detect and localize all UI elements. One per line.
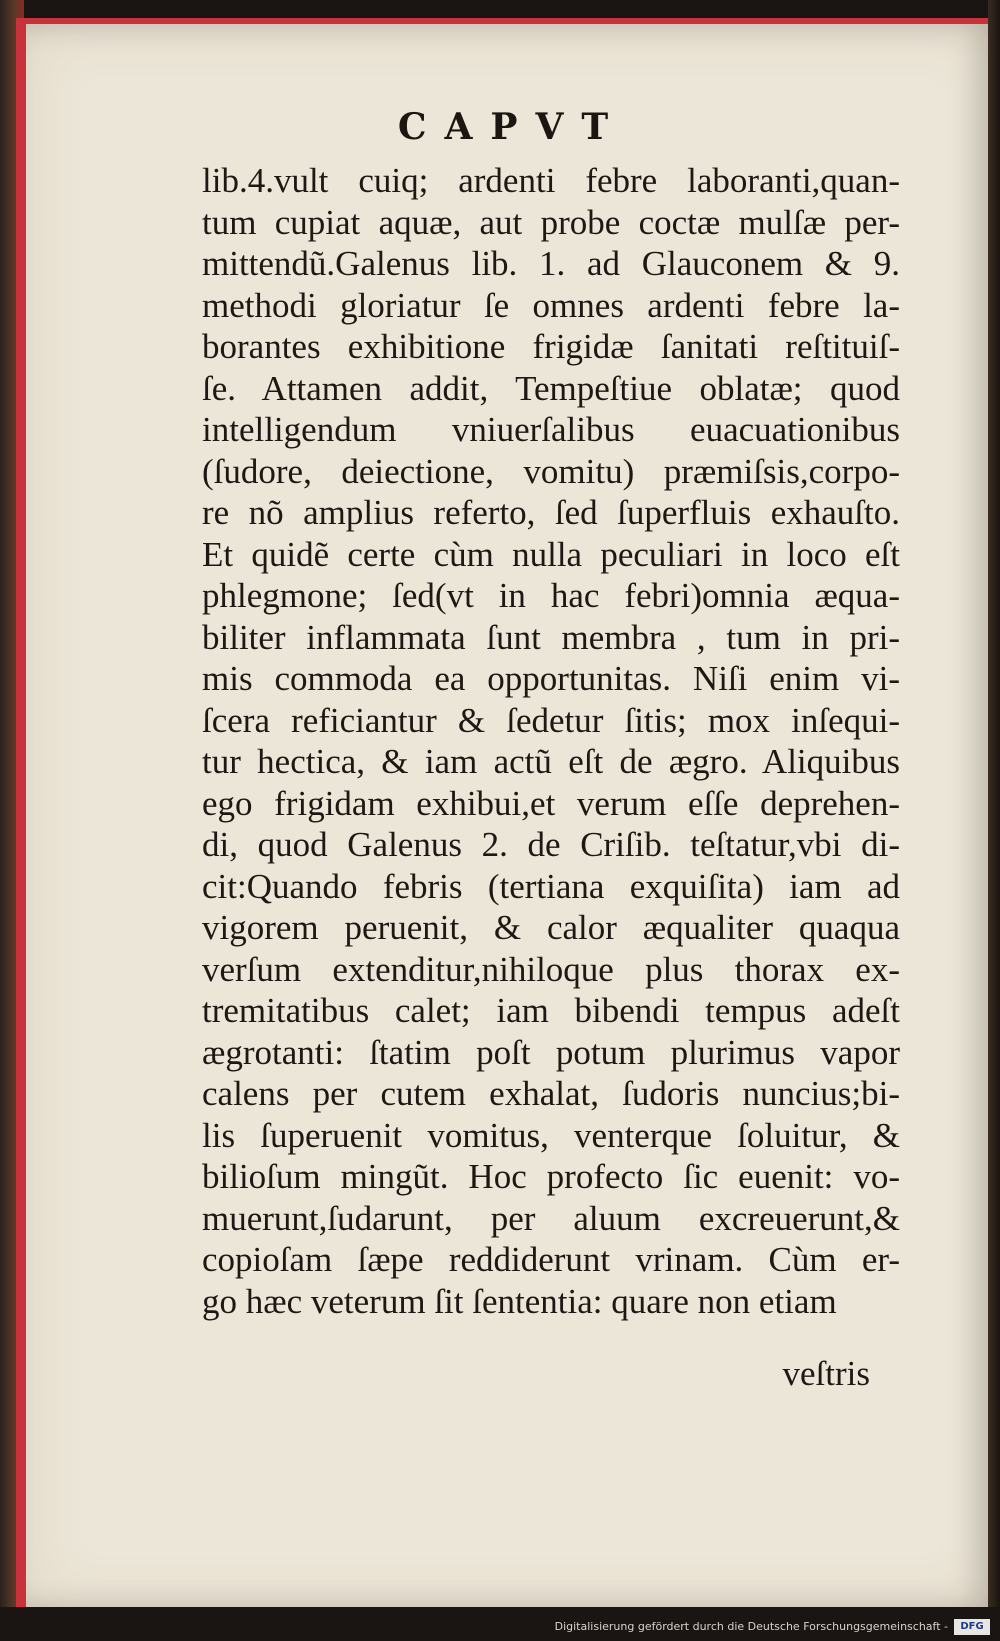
text-line: vigorem peruenit, & calor æqualiter quaqua xyxy=(202,908,900,947)
text-line: methodi gloriatur ſe omnes ardenti febre la- xyxy=(202,285,900,325)
text-line: mis commoda ea opportunitas. Niſi enim vi- xyxy=(202,659,900,698)
text-line: intelligendum vniuerſalibus euacuationibus xyxy=(202,410,900,449)
catchword: veſtris xyxy=(782,1354,870,1393)
text-line: verſum extenditur,nihiloque plus thorax ex- xyxy=(202,949,900,989)
text-line: ſcera reficiantur & ſedetur ſitis; mox inſequi- xyxy=(202,700,900,740)
text-line: calens per cutem exhalat, ſudoris nuncius;bi- xyxy=(202,1074,900,1113)
text-line: di, quod Galenus 2. de Criſib. teſtatur,vbi di- xyxy=(202,825,900,864)
text-line: ægrotanti: ſtatim poſt potum plurimus vapor xyxy=(202,1032,900,1072)
right-page-edge xyxy=(988,0,1000,1641)
text-line: mittendũ.Galenus lib. 1. ad Glauconem & 9. xyxy=(202,244,900,283)
text-line: re nõ amplius referto, ſed ſuperfluis exhauſto. xyxy=(202,493,900,532)
text-line: ego frigidam exhibui,et verum eſſe deprehen- xyxy=(202,783,900,823)
text-line: ſe. Attamen addit, Tempeſtiue oblatæ; quod xyxy=(202,368,900,408)
footer-funding-note: Digitalisierung gefördert durch die Deutsche Forschungsgemeinschaft - xyxy=(554,1620,948,1633)
text-line: (ſudore, deiectione, vomitu) præmiſsis,corpo- xyxy=(202,451,900,491)
text-line: copioſam ſæpe reddiderunt vrinam. Cùm er- xyxy=(202,1240,900,1279)
dfg-logo: DFG xyxy=(954,1619,990,1635)
text-block xyxy=(202,160,900,1322)
text-line: tum cupiat aquæ, aut probe coctæ mulſæ per- xyxy=(202,202,900,242)
text-line: phlegmone; ſed(vt in hac febri)omnia æqua- xyxy=(202,576,900,615)
text-line: go hæc veterum ſit ſententia: quare non etiam xyxy=(202,1281,837,1321)
book-page xyxy=(16,18,998,1617)
text-line: tremitatibus calet; iam bibendi tempus adeſt xyxy=(202,991,900,1030)
footer-bar xyxy=(0,1607,1000,1641)
text-line: borantes exhibitione frigidæ ſanitati reſtituiſ- xyxy=(202,327,900,366)
text-line: biliter inflammata ſunt membra , tum in pri- xyxy=(202,617,900,657)
text-line: Et quidẽ certe cùm nulla peculiari in loco eſt xyxy=(202,534,900,574)
text-line: bilioſum mingũt. Hoc profecto ſic euenit: vo- xyxy=(202,1157,900,1196)
running-head: CAPVT xyxy=(397,106,627,148)
text-line: cit:Quando febris (tertiana exquiſita) iam ad xyxy=(202,866,900,906)
text-line: lis ſuperuenit vomitus, venterque ſoluitur, & xyxy=(202,1115,900,1155)
text-line: lib.4.vult cuiq; ardenti febre laboranti,quan- xyxy=(202,161,900,200)
text-line: tur hectica, & iam actũ eſt de ægro. Aliquibus xyxy=(202,742,900,781)
text-line: muerunt,ſudarunt, per aluum excreuerunt,& xyxy=(202,1198,900,1238)
